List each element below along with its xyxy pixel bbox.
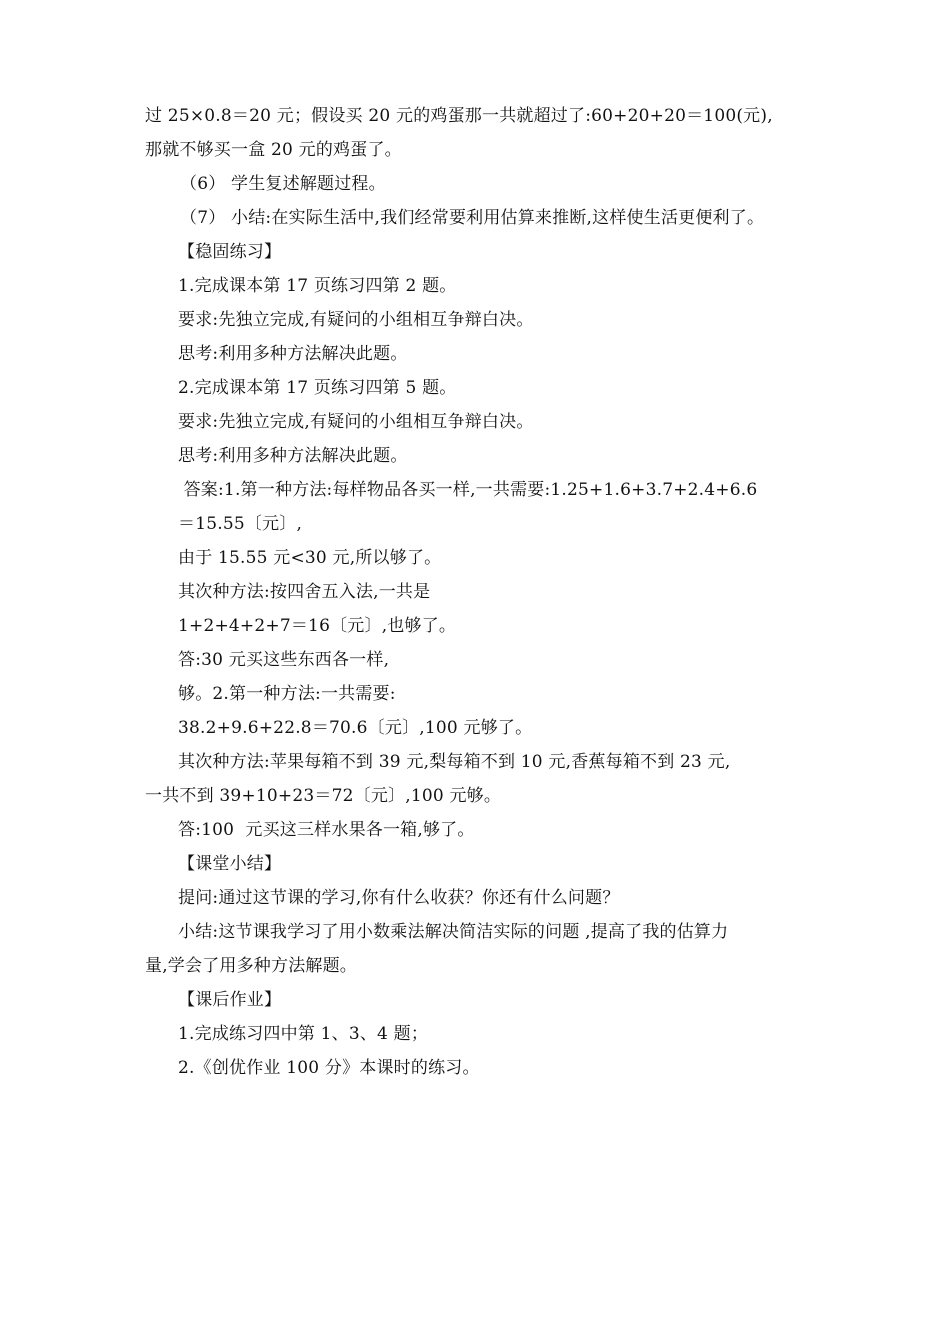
text-line: 答案:1.第一种方法:每样物品各买一样,一共需要:1.25+1.6+3.7+2.4+6.6 <box>178 480 758 500</box>
text-line: 思考:利用多种方法解决此题。 <box>178 446 408 466</box>
text-line: 2.完成课本第 17 页练习四第 5 题。 <box>178 378 457 398</box>
text-line: 那就不够买一盒 20 元的鸡蛋了。 <box>145 140 402 160</box>
text-line: 一共不到 39+10+23＝72〔元〕,100 元够。 <box>145 786 502 806</box>
text-line: 量,学会了用多种方法解题。 <box>145 956 358 976</box>
text-line: 其次种方法:苹果每箱不到 39 元,梨每箱不到 10 元,香蕉每箱不到 23 元, <box>178 752 731 772</box>
text-line: （6） 学生复述解题过程。 <box>180 174 386 194</box>
section-heading: 【课后作业】 <box>178 990 282 1010</box>
text-line: 提问:通过这节课的学习,你有什么收获？你还有什么问题？ <box>178 888 620 908</box>
text-line: （7） 小结:在实际生活中,我们经常要利用估算来推断,这样使生活更便利了。 <box>180 208 765 228</box>
text-line: ＝15.55〔元〕, <box>178 514 303 534</box>
text-line: 够。2.第一种方法:一共需要: <box>178 684 396 704</box>
text-line: 1+2+4+2+7＝16〔元〕,也够了。 <box>178 616 457 636</box>
section-heading: 【稳固练习】 <box>178 242 282 262</box>
text-line: 要求:先独立完成,有疑问的小组相互争辩白决。 <box>178 412 534 432</box>
text-line: 由于 15.55 元<30 元,所以够了。 <box>178 548 442 568</box>
text-line: 38.2+9.6+22.8＝70.6〔元〕,100 元够了。 <box>178 718 533 738</box>
text-line: 要求:先独立完成,有疑问的小组相互争辩白决。 <box>178 310 534 330</box>
text-line: 2.《创优作业 100 分》本课时的练习。 <box>178 1058 480 1078</box>
text-line: 答:30 元买这些东西各一样, <box>178 650 390 670</box>
section-heading: 【课堂小结】 <box>178 854 282 874</box>
text-line: 1.完成练习四中第 1、3、4 题； <box>178 1024 429 1044</box>
text-line: 思考:利用多种方法解决此题。 <box>178 344 408 364</box>
text-line: 1.完成课本第 17 页练习四第 2 题。 <box>178 276 457 296</box>
text-line: 过 25×0.8＝20 元；假设买 20 元的鸡蛋那一共就超过了:60+20+20＝100(元), <box>145 106 773 126</box>
text-line: 其次种方法:按四舍五入法,一共是 <box>178 582 431 602</box>
text-line: 小结:这节课我学习了用小数乘法解决简洁实际的问题 ,提高了我的估算力 <box>178 922 729 942</box>
text-line: 答:100 元买这三样水果各一箱,够了。 <box>178 820 475 840</box>
